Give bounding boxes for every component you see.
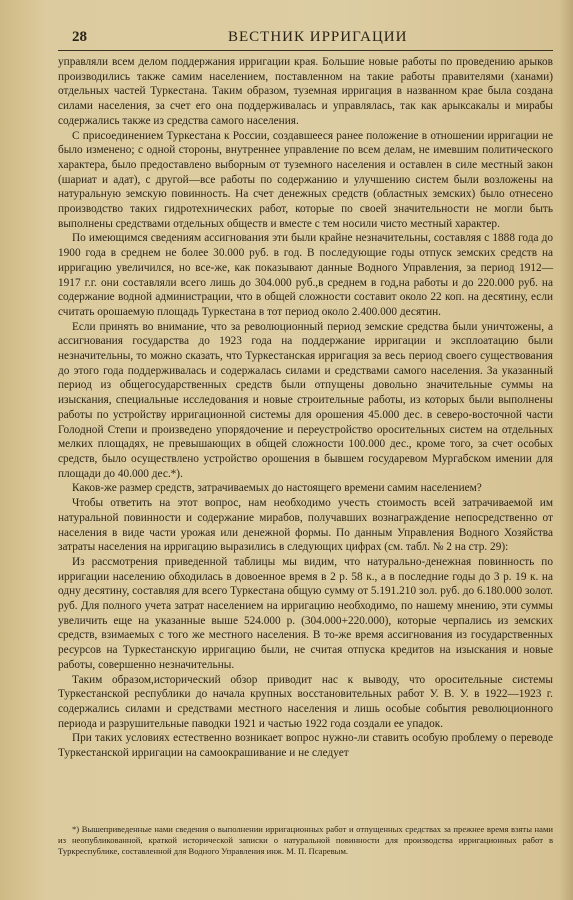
paragraph: Каков-же размер средств, затрачиваемых до настоящего времени самим населением? bbox=[72, 482, 482, 495]
page-header bbox=[58, 28, 553, 51]
paragraph: Таким образом,исторический обзор приводит нас к выводу, что оросительные системы Туркестанской республики до начала крупных восстановительных работ У. В. У. в 1922—1923 г. содержались силами и средствами местного населения и лишь особые события революционного периода и разрушительные паводки 1921 и частью 1922 года создали ее упадок. bbox=[58, 673, 553, 730]
footnote: *) Вышеприведенные нами сведения о выполнении ирригационных работ и отпущенных средствах за прежнее время взяты нами из неопубликованной, краткой исторической записки о натуральной повинности для производства ирригационных работ в Туркреспублике, составленной для Водного Управления инж. М. П. Псаревым. bbox=[58, 824, 553, 856]
paragraph: При таких условиях естественно возникает вопрос нужно-ли ставить особую проблему о переводе Туркестанской ирригации на самоокрашивание и не следует bbox=[58, 732, 553, 760]
footnote-block bbox=[58, 824, 553, 857]
journal-title: ВЕСТНИК ИРРИГАЦИИ bbox=[228, 29, 408, 45]
paragraph: управляли всем делом поддержания ирригации края. Большие новые работы по проведению арыков производились также самим населением, поставленном на такие работы правителями (ханами) отдельных частей Туркестана. Таким образом, туземная ирригация в названном крае была создана силами населения, за счет его она поддерживалась и управлялась, так как арыксакалы и мирабы содержались также из средства самого населения. bbox=[58, 56, 553, 127]
body-text bbox=[58, 55, 553, 761]
paragraph: Если принять во внимание, что за революционный период земские средства были уничтожены, а ассигнования государства до 1923 года на поддержание ирригации и эксплоатацию были незначительны, то можно сказать, что Туркестанская ирригация за весь период своего существования до этого года поддерживалась и содержалась силами и средствами самого населения. За указанный период из общегосударственных средств были отпущены довольно значительные суммы на изыскания, специальные исследования и новые строительные работы, из которых были выполнены работы по устройству ирригационной системы для орошения 45.000 дес. в северо-восточной части Голодной Степи и произведено упорядочение и переустройство оросительных систем на отдельных мелких площадях, не превышающих в общей сложности 100.000 дес., кроме того, за счет особых средств, было осуществлено устройство орошения в бывшем государевом Мургабском имении для площади до 40.000 дес.*). bbox=[58, 320, 553, 480]
paragraph: Из рассмотрения приведенной таблицы мы видим, что натурально-денежная повинность по ирригации населению обходилась в довоенное время в 2 р. 58 к., а в последние годы до 3 р. 19 к. на одну десятину, составляя для всего Туркестана общую сумму от 5.191.210 зол. руб. до 6.180.000 золот. руб. Для полного учета затрат населением на ирригацию необходимо, по нашему мнению, эти суммы увеличить еще на указанные выше 524.000 р. (304.000+220.000), которые черпались из земских средств, взимаемых с того же местного населения. В то-же время ассигнования из государственных ресурсов на Туркестанскую ирригацию были, не считая отпуска кредитов на изыскания и новые работы, совершенно незначительны. bbox=[58, 555, 553, 671]
paragraph: По имеющимся сведениям ассигнования эти были крайне незначительны, составляя с 1888 года до 1900 года в среднем не более 30.000 руб. в год. В последующие годы отпуск земских средств на ирригацию увеличился, но все-же, как показывают данные Водного Управления, за период 1912—1917 г.г. они составляли всего лишь до 304.000 руб.,в среднем в год,на работы и до 220.000 руб. на содержание водной администрации, что в общей сложности составит около 22 коп. на десятину, если считать орошаемую площадь Туркестана в тот период около 2.400.000 десятин. bbox=[58, 232, 553, 318]
paragraph: С присоединением Туркестана к России, создавшееся ранее положение в отношении ирригации не было изменено; с одной стороны, внутреннее управление по всем делам, не имевшим политического характера, было предоставлено выборным от туземного населения и оставлен в силе местный закон (шариат и адат), с другой—все работы по содержанию и улучшению систем были возложены на натуральную земскую повинность. На счет денежных средств (областных земских) было отнесено производство таких гидротехнических работ, которые по своей значительности не могли быть выполнены средствами отдельных обществ и вместе с тем носили чисто местный характер. bbox=[58, 129, 553, 230]
paragraph: Чтобы ответить на этот вопрос, нам необходимо учесть стоимость всей затрачиваемой им натуральной повинности и содержание мирабов, получавших вознаграждение непосредственно от населения в виде части урожая или денежной формы. По данным Управления Водного Хозяйства затраты населения на ирригацию выразились в следующих цифрах (см. табл. № 2 на стр. 29): bbox=[58, 497, 553, 554]
page-number: 28 bbox=[72, 29, 87, 45]
page-edge-shadow bbox=[559, 0, 573, 900]
